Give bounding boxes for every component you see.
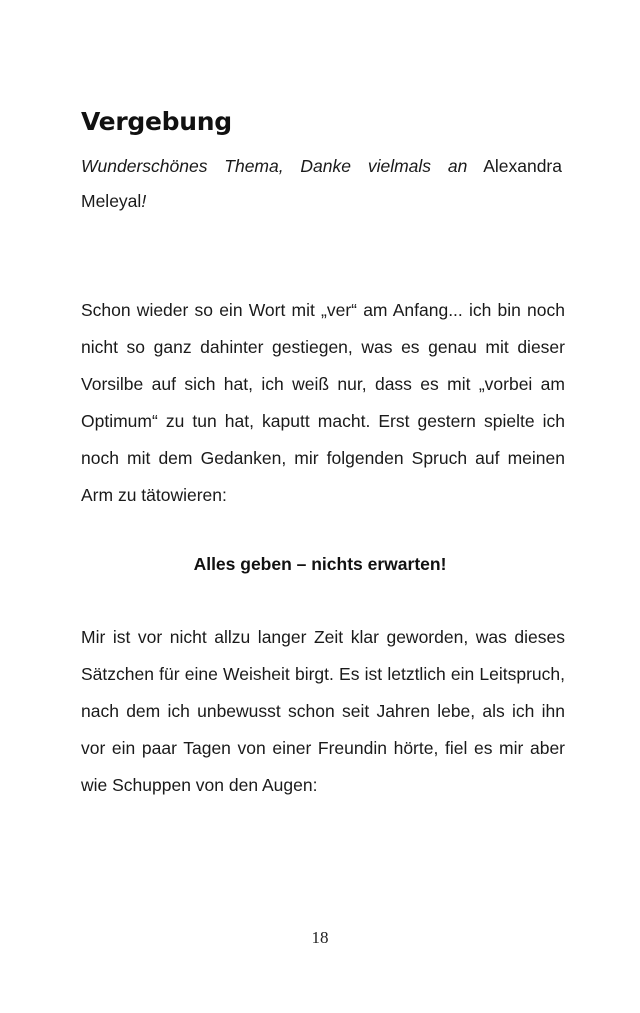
dedication-italic-text: Wunderschönes Thema, Danke vielmals an <box>81 156 468 176</box>
chapter-title: Vergebung <box>81 107 232 136</box>
dedication-name-first: Alexandra <box>483 156 562 176</box>
body-paragraph: Schon wieder so ein Wort mit „ver“ am Anfang... ich bin noch nicht so ganz dahinter gestiegen, was es genau mit dieser Vorsilbe auf sich hat, ich weiß nur, dass es mit „vorbei am Optimum“ zu tun hat, kaputt macht. Erst gestern spielte ich noch mit dem Gedanken, mir folgenden Spruch auf meinen Arm zu tätowieren: <box>81 300 565 505</box>
dedication-name-last: Meleyal <box>81 191 142 211</box>
motto-quote: Alles geben – nichts erwarten! <box>193 554 447 574</box>
body-paragraph: Mir ist vor nicht allzu langer Zeit klar geworden, was dieses Sätzchen für eine Weisheit birgt. Es ist letztlich ein Leitspruch, nach dem ich unbewusst schon seit Jahren lebe, als ich ihn vor ein paar Tagen von einer Freundin hörte, fiel es mir aber wie Schuppen von den Augen: <box>81 627 565 795</box>
dedication-line <box>81 149 562 219</box>
dedication-exclamation: ! <box>141 191 147 211</box>
page-number: 18 <box>311 928 329 947</box>
